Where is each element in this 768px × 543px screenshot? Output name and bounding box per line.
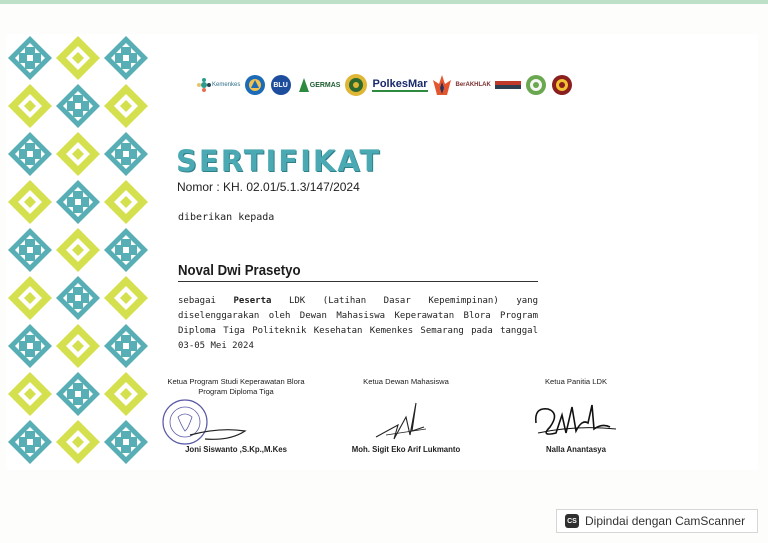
signature-block-3	[496, 377, 656, 457]
signature-scribble	[526, 393, 626, 445]
recipient-underline	[178, 281, 538, 282]
signature-block-2	[326, 377, 486, 457]
seal-logo	[551, 74, 573, 96]
signature-scribble	[366, 395, 446, 445]
logo-bar	[196, 72, 573, 98]
signature-name: Joni Siswanto ,S.Kp.,M.Kes	[185, 445, 287, 454]
garuda-logo	[344, 73, 368, 97]
camscanner-icon: CS	[565, 514, 579, 528]
university-logo	[525, 74, 547, 96]
blu-label: BLU	[273, 81, 288, 89]
desc-rest: LDK (Latihan Dasar Kepemimpinan) yang diselenggarakan oleh Dewan Mahasiswa Keperawatan Blora Program Diploma Tiga Politeknik Kesehatan Kemenkes Semarang pada tanggal 03-05 Mei 2024	[178, 296, 538, 351]
signature-name: Moh. Sigit Eko Arif Lukmanto	[351, 445, 461, 454]
blu-logo	[270, 74, 287, 96]
kemenkes-label: Kemenkes	[212, 82, 241, 88]
recipient-name: Noval Dwi Prasetyo	[178, 262, 301, 279]
camscanner-label: Dipindai dengan CamScanner	[585, 514, 746, 528]
certificate	[6, 34, 758, 470]
top-strip	[0, 0, 768, 4]
given-to-label: diberikan kepada	[178, 212, 275, 223]
signature-role: Ketua Program Studi Keperawatan Blora Program Diploma Tiga	[167, 377, 305, 396]
desc-prefix: sebagai	[178, 296, 234, 306]
decorative-pattern	[6, 34, 154, 470]
berakhlak-logo: BerAKHLAK	[455, 82, 491, 88]
desc-role: Peserta	[233, 296, 272, 306]
signature-role: Ketua Dewan Mahasiswa	[363, 377, 449, 386]
signature-name: Nalla Anantasya	[546, 445, 606, 454]
certificate-title: SERTIFIKAT	[176, 144, 382, 178]
germas-label: GERMAS	[309, 81, 341, 89]
certificate-description	[178, 294, 538, 354]
stamp-and-signature	[160, 397, 310, 447]
camscanner-badge	[556, 509, 758, 533]
signature-block-1	[156, 377, 316, 457]
kemenkes-logo	[196, 77, 240, 93]
signature-role: Ketua Panitia LDK	[544, 377, 608, 386]
certificate-number: Nomor : KH. 02.01/5.1.3/147/2024	[177, 180, 360, 194]
polkesmar-logo: PolkesMar	[372, 78, 428, 90]
bangga-logo	[495, 79, 521, 91]
tut-wuri-logo	[244, 74, 266, 96]
flame-logo	[432, 74, 452, 96]
germas-logo	[298, 77, 341, 93]
